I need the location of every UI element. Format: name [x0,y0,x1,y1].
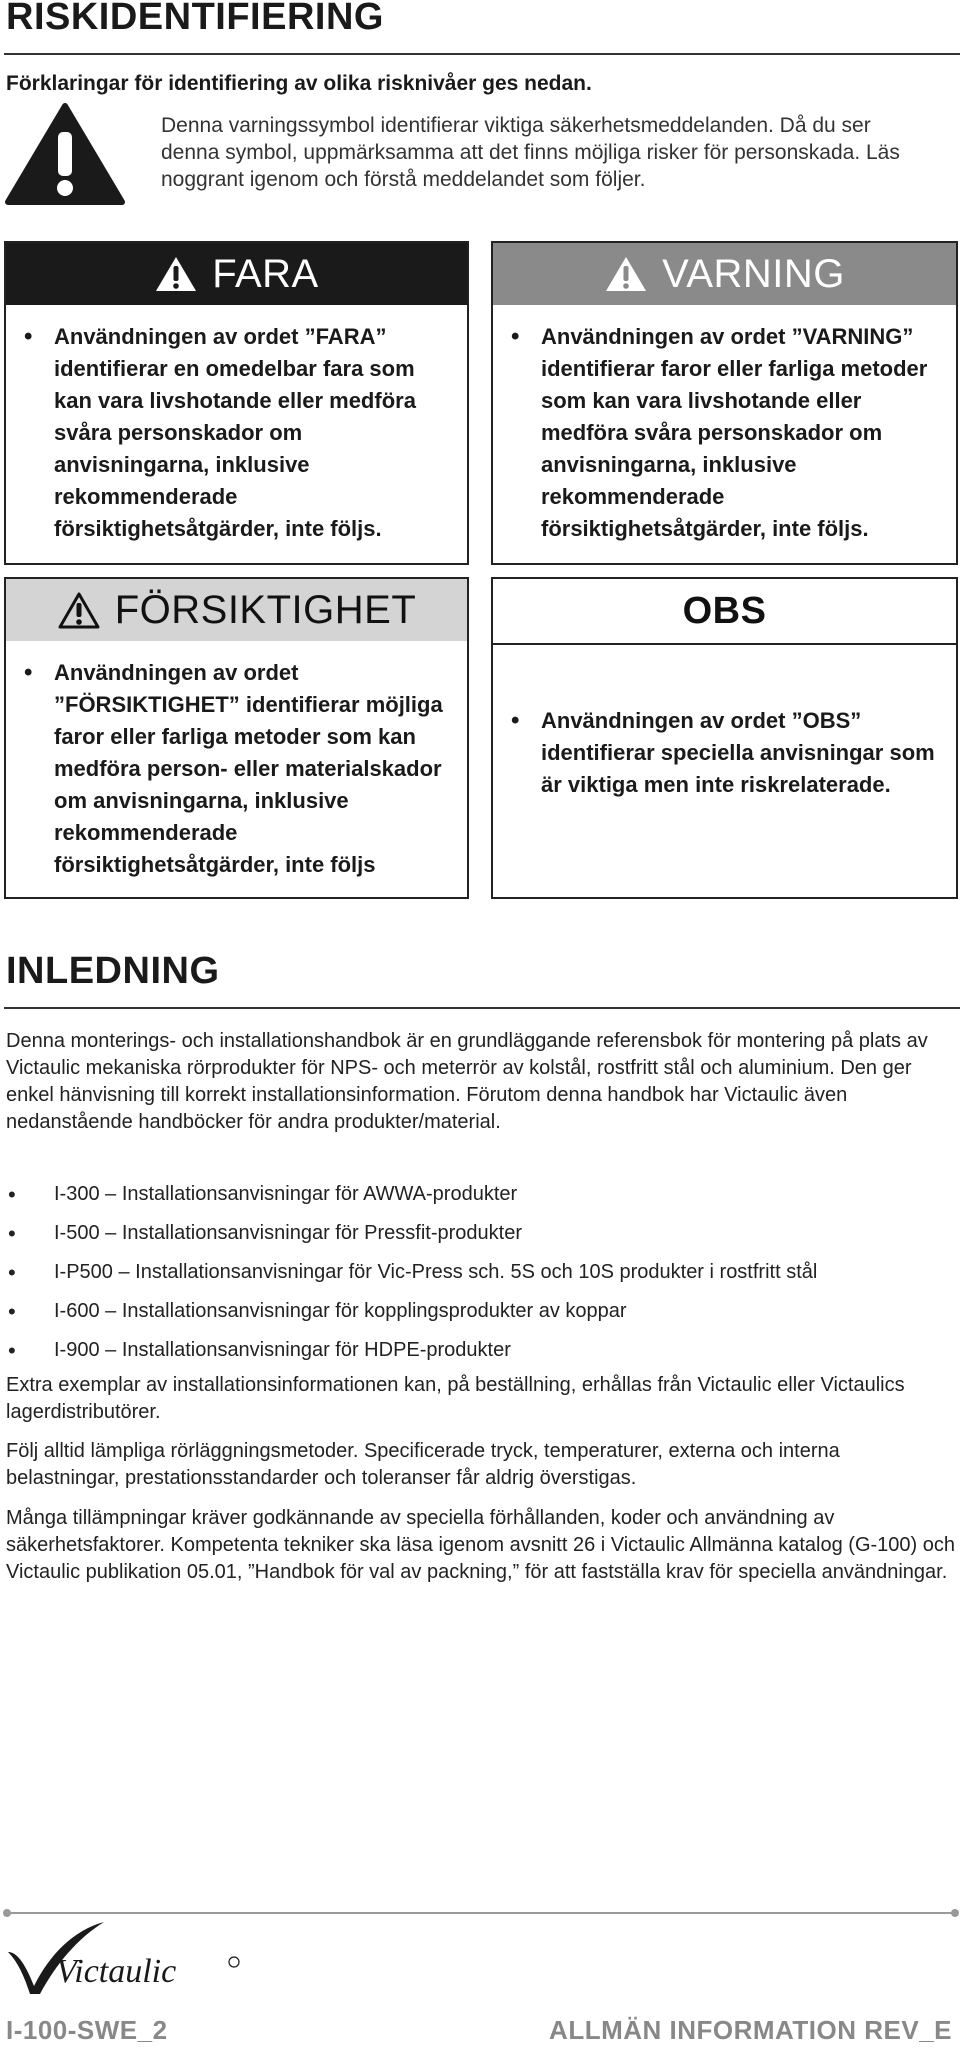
hazard-word: OBS [682,589,767,632]
risk-intro: Förklaringar för identifiering av olika risknivåer ges nedan. [6,72,592,95]
footer-rule-end [951,1909,959,1917]
title-rule [4,1007,960,1009]
symbol-description: Denna varningssymbol identifierar viktiga säkerhetsmeddelanden. Då du ser denna symbol, uppmärksamma att det finns möjliga risker för personskada. Läs noggrant igenom och förstå meddelandet som följer. [161,114,900,191]
list-item: • I-P500 – Installationsanvisningar för Vic-Press sch. 5S och 10S produkter i rostfritt stål [6,1253,960,1292]
hazard-description: • Användningen av ordet ”FÖRSIKTIGHET” identifierar möjliga faror eller farliga metoder som kan medföra person- eller materialskador om anvisningarna, inklusive rekommenderade försiktighetsåtgärder, inte följs [20,657,457,881]
hazard-word: FARA [212,251,319,296]
paragraph-methods: Följ alltid lämpliga rörläggningsmetoder. Specificerade tryck, temperaturer, externa och interna belastningar, prestationsstandarder och toleranser får aldrig överstigas. [6,1440,840,1489]
warning-triangle-icon [604,255,648,293]
warning-triangle-icon [154,255,198,293]
document-section: ALLMÄN INFORMATION REV_E [549,2015,952,2045]
hazard-header-fara [6,243,467,305]
footer-rule [6,1912,956,1914]
intro-paragraph: Denna monterings- och installationshandbok är en grundläggande referensbok för montering på plats av Victaulic mekaniska rörprodukter för NPS- och meterrör av kolstål, rostfritt stål och aluminium. Den ger enkel hänvisning till korrekt installationsinformation. Förutom denna handbok har Victaulic även nedanstående handböcker för andra produkter/material. [6,1030,928,1133]
hazard-header-varning [493,243,956,305]
paragraph-applications: Många tillämpningar kräver godkännande av speciella förhållanden, koder och användning av säkerhetsfaktorer. Kompetenta tekniker ska läsa igenom avsnitt 26 i Victaulic Allmänna katalog (G-100) och Victaulic publikation 05.01, ”Handbok för val av packning,” för att fastställa krav för speciella användningar. [6,1507,956,1583]
victaulic-logo [4,1918,244,1998]
hazard-description: • Användningen av ordet ”OBS” identifierar speciella anvisningar som är viktiga men inte riskrelaterade. [507,705,946,801]
list-item: • I-500 – Installationsanvisningar för Pressfit-produkter [6,1214,960,1253]
list-item: • I-600 – Installationsanvisningar för kopplingsprodukter av koppar [6,1292,960,1331]
footer-rule-end [3,1909,11,1917]
title-rule [4,53,960,55]
warning-triangle-icon [57,591,101,629]
list-item: • I-300 – Installationsanvisningar för AWWA-produkter [6,1175,960,1214]
hazard-description: • Användningen av ordet ”FARA” identifierar en omedelbar fara som kan vara livshotande eller medföra svåra personskador om anvisningarna, inklusive rekommenderade försiktighetsåtgärder, inte följs. [20,321,457,545]
paragraph-copies: Extra exemplar av installationsinformationen kan, på beställning, erhållas från Victaulic eller Victaulics lagerdistributörer. [6,1374,905,1423]
hazard-box-forsiktighet [4,577,469,899]
section-title-risk: RISKIDENTIFIERING [6,0,384,38]
section-title-intro: INLEDNING [6,950,220,992]
logo-wordmark: Victaulic [56,1953,177,1990]
hazard-header-obs [493,579,956,645]
hazard-description: • Användningen av ordet ”VARNING” identifierar faror eller farliga metoder som kan vara livshotande eller medföra svåra personskador om anvisningarna, inklusive rekommenderade försiktighetsåtgärder, inte följs. [507,321,946,545]
hazard-word: FÖRSIKTIGHET [114,587,417,632]
hazard-header-forsiktighet [6,579,467,641]
handbook-list [6,1175,960,1370]
hazard-box-obs [491,577,958,899]
hazard-box-fara [4,241,469,565]
warning-triangle-icon [4,102,126,206]
hazard-word: VARNING [662,251,845,296]
document-id: I-100-SWE_2 [6,2015,168,2045]
list-item: • I-900 – Installationsanvisningar för HDPE-produkter [6,1331,960,1370]
hazard-box-varning [491,241,958,565]
